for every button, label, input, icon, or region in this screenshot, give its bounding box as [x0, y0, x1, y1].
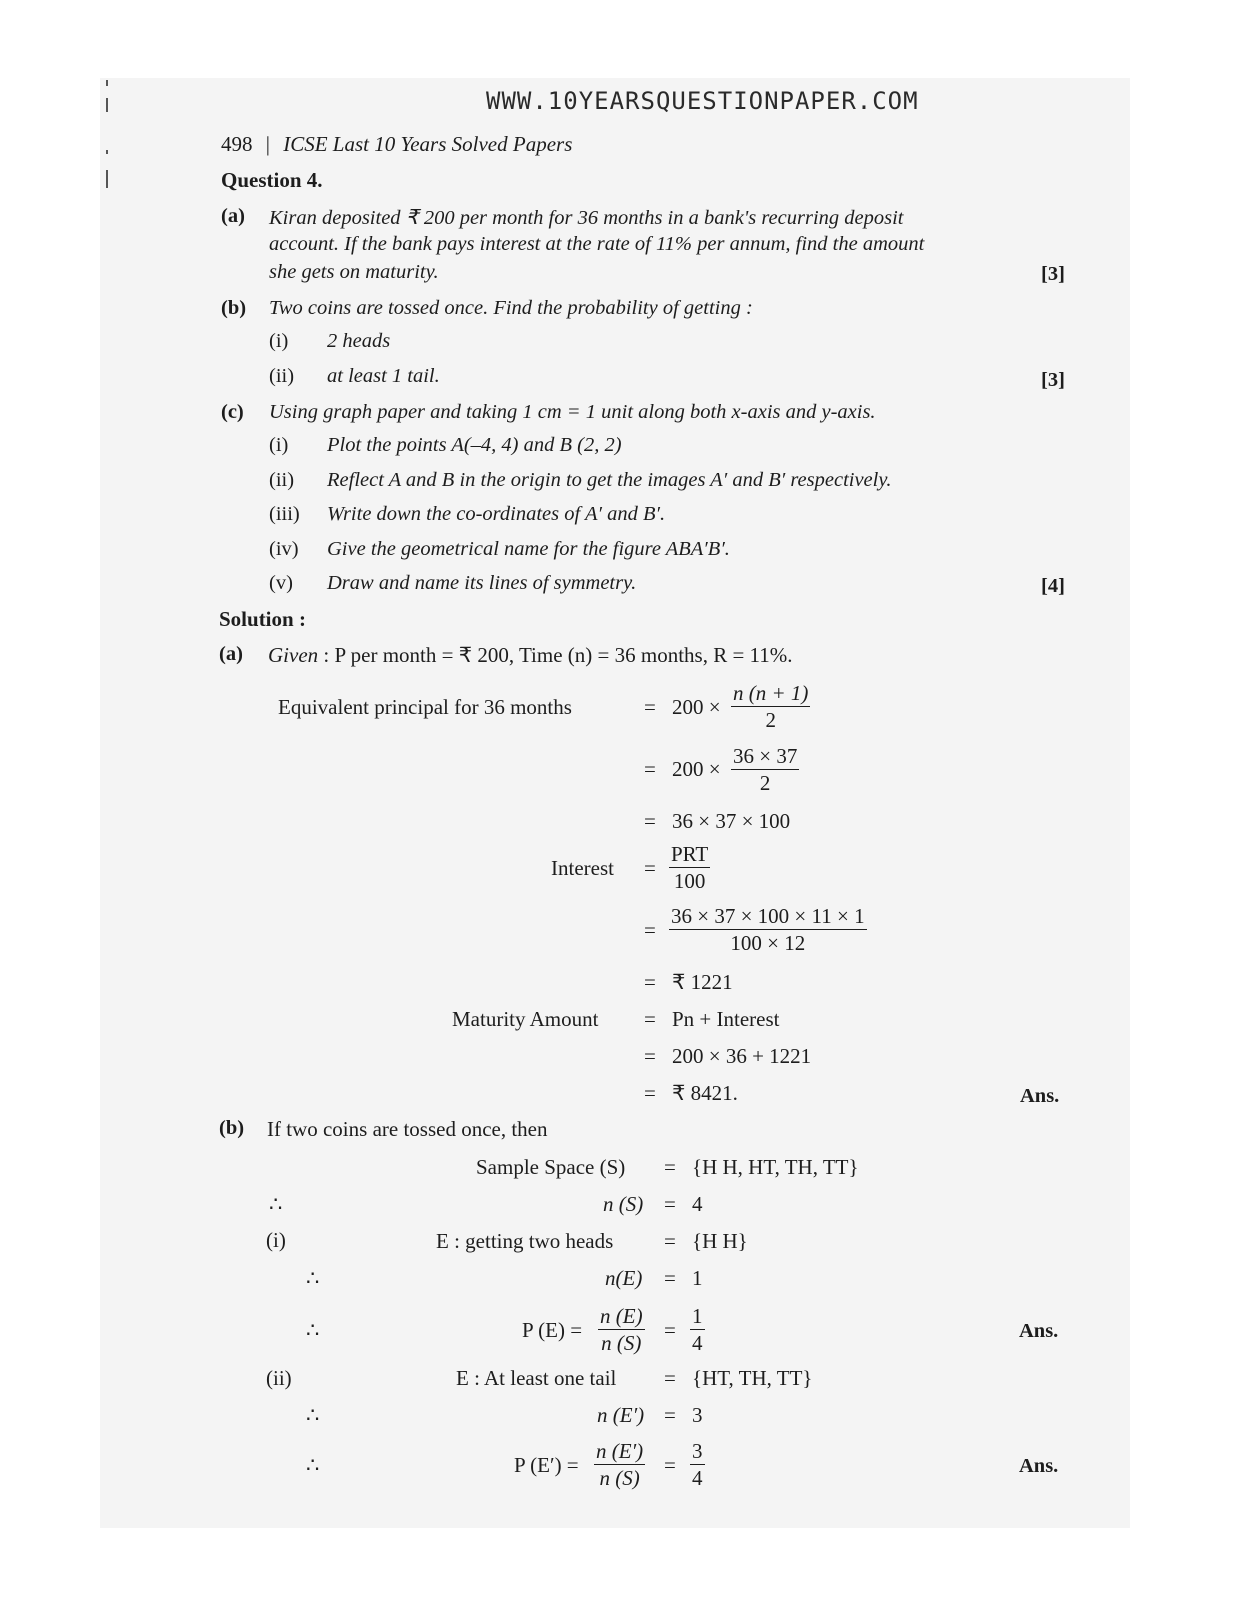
eq9-value: ₹ 8421.: [672, 1081, 738, 1105]
question-b-item-num: (ii): [269, 365, 295, 387]
question-c-marks: [4]: [1041, 575, 1065, 597]
eq5-fraction: [669, 903, 867, 956]
page-number: 498: [221, 132, 253, 156]
solution-a-label: (a): [219, 643, 243, 665]
pE-label: P (E) =: [522, 1318, 583, 1342]
equals-sign: =: [664, 1403, 676, 1427]
eq7-value: Pn + Interest: [672, 1007, 780, 1031]
eq2-numerator: 36 × 37: [733, 744, 798, 768]
question-b-label: (b): [221, 297, 247, 319]
eq1-prefix: 200 ×: [672, 695, 721, 719]
question-c-item-num: (ii): [269, 469, 295, 491]
equals-sign: =: [664, 1453, 676, 1477]
question-c-item-text: Reflect A and B in the origin to get the images A′ and B′ respectively.: [327, 469, 892, 491]
eq2-prefix: 200 ×: [672, 757, 721, 781]
scan-mark: [106, 80, 108, 86]
interest-label: Interest: [551, 856, 614, 880]
solution-a-given: [268, 643, 793, 668]
equals-sign: =: [644, 856, 656, 880]
nE-value: 1: [692, 1266, 703, 1290]
equals-sign: =: [644, 918, 656, 942]
question-c-text: Using graph paper and taking 1 cm = 1 unit along both x-axis and y-axis.: [269, 401, 876, 423]
question-c-item-num: (i): [269, 434, 289, 456]
eq6-value: ₹ 1221: [672, 970, 733, 994]
pE-result-denominator: 4: [692, 1331, 703, 1355]
eq3-value: 36 × 37 × 100: [672, 809, 791, 833]
pE2-fraction: [594, 1438, 645, 1491]
equals-sign: =: [664, 1266, 676, 1290]
scan-mark: [106, 170, 108, 188]
equals-sign: =: [644, 757, 656, 781]
answer-marker: Ans.: [1019, 1320, 1059, 1342]
page-header: 498 | ICSE Last 10 Years Solved Papers: [221, 132, 573, 156]
equals-sign: =: [664, 1366, 676, 1390]
question-b-item-text: 2 heads: [327, 330, 391, 352]
eq8-value: 200 × 36 + 1221: [672, 1044, 812, 1068]
question-b-text: Two coins are tossed once. Find the probability of getting :: [269, 297, 753, 319]
pE-denominator: n (S): [601, 1331, 642, 1355]
eq4-fraction: [669, 841, 710, 894]
part-i-label: (i): [266, 1228, 286, 1252]
eq4-denominator: 100: [673, 869, 706, 893]
event-1-value: {H H}: [692, 1229, 748, 1253]
given-label: Given: [268, 643, 319, 667]
sample-space-value: {H H, HT, TH, TT}: [692, 1155, 859, 1179]
equals-sign: =: [644, 1044, 656, 1068]
question-c-item-num: (iv): [269, 538, 299, 560]
event-2-label: E : At least one tail: [456, 1366, 617, 1390]
solution-title: Solution :: [219, 607, 306, 631]
answer-marker: Ans.: [1020, 1085, 1060, 1107]
eq5-numerator: 36 × 37 × 100 × 11 × 1: [671, 904, 865, 928]
eq1-fraction: [731, 680, 810, 733]
pE-fraction: [598, 1303, 645, 1356]
therefore-symbol: ∴: [269, 1192, 283, 1216]
eq2-denominator: 2: [759, 771, 771, 795]
nE2-value: 3: [692, 1403, 703, 1427]
answer-marker: Ans.: [1019, 1455, 1059, 1477]
equals-sign: =: [644, 1007, 656, 1031]
equals-sign: =: [664, 1229, 676, 1253]
pE2-result-numerator: 3: [692, 1439, 703, 1463]
eq2-fraction: [731, 743, 799, 796]
question-c-item-text: Write down the co-ordinates of A′ and B′.: [327, 503, 666, 525]
question-a-line: she gets on maturity.: [269, 261, 439, 283]
pE-result-fraction: [690, 1303, 705, 1356]
part-ii-label: (ii): [266, 1366, 292, 1390]
eq1-denominator: 2: [765, 708, 776, 732]
principal-label: Equivalent principal for 36 months: [278, 695, 572, 719]
nE-label: n(E): [605, 1266, 643, 1290]
question-c-item-num: (iii): [269, 503, 300, 525]
watermark-url: WWW.10YEARSQUESTIONPAPER.COM: [486, 87, 919, 115]
pE2-result-fraction: [690, 1438, 705, 1491]
equals-sign: =: [644, 1081, 656, 1105]
question-c-item-num: (v): [269, 572, 293, 594]
question-b-item-num: (i): [269, 330, 289, 352]
equals-sign: =: [664, 1192, 676, 1216]
question-a-line: account. If the bank pays interest at the rate of 11% per annum, find the amount: [269, 233, 925, 255]
question-b-marks: [3]: [1041, 369, 1065, 391]
therefore-symbol: ∴: [306, 1318, 320, 1342]
pE2-result-denominator: 4: [692, 1466, 703, 1490]
therefore-symbol: ∴: [306, 1266, 320, 1290]
maturity-label: Maturity Amount: [452, 1007, 599, 1031]
sample-space-label: Sample Space (S): [476, 1155, 626, 1179]
question-a-marks: [3]: [1041, 263, 1065, 285]
eq4-numerator: PRT: [671, 842, 709, 866]
question-c-item-text: Plot the points A(–4, 4) and B (2, 2): [327, 434, 622, 456]
eq5-denominator: 100 × 12: [730, 931, 806, 955]
pE-numerator: n (E): [600, 1304, 643, 1328]
equals-sign: =: [664, 1318, 676, 1342]
nS-value: 4: [692, 1192, 703, 1216]
given-text: : P per month = ₹ 200, Time (n) = 36 months, R = 11%.: [323, 643, 793, 667]
solution-b-label: (b): [219, 1117, 245, 1139]
equals-sign: =: [644, 970, 656, 994]
solution-b-intro: If two coins are tossed once, then: [267, 1117, 548, 1141]
question-c-item-text: Give the geometrical name for the figure ABA′B′.: [327, 538, 730, 560]
equals-sign: =: [644, 695, 656, 719]
question-c-label: (c): [221, 401, 244, 423]
pE2-label: P (E′) =: [514, 1453, 579, 1477]
question-a-label: (a): [221, 205, 245, 227]
event-2-value: {HT, TH, TT}: [692, 1366, 813, 1390]
equals-sign: =: [664, 1155, 676, 1179]
eq1-numerator: n (n + 1): [733, 681, 809, 705]
pE2-numerator: n (E′): [596, 1439, 644, 1463]
question-title: Question 4.: [221, 168, 323, 192]
therefore-symbol: ∴: [306, 1453, 320, 1477]
nE2-label: n (E′): [597, 1403, 645, 1427]
therefore-symbol: ∴: [306, 1403, 320, 1427]
equals-sign: =: [644, 809, 656, 833]
event-1-label: E : getting two heads: [436, 1229, 614, 1253]
question-a-line: Kiran deposited ₹ 200 per month for 36 months in a bank's recurring deposit: [269, 207, 904, 229]
question-c-item-text: Draw and name its lines of symmetry.: [327, 572, 637, 594]
scan-mark: [106, 98, 108, 112]
pE-result-numerator: 1: [692, 1304, 703, 1328]
pE2-denominator: n (S): [599, 1466, 640, 1490]
book-title: ICSE Last 10 Years Solved Papers: [283, 132, 573, 156]
question-b-item-text: at least 1 tail.: [327, 365, 440, 387]
nS-label: n (S): [603, 1192, 644, 1216]
scan-mark: [106, 150, 108, 154]
